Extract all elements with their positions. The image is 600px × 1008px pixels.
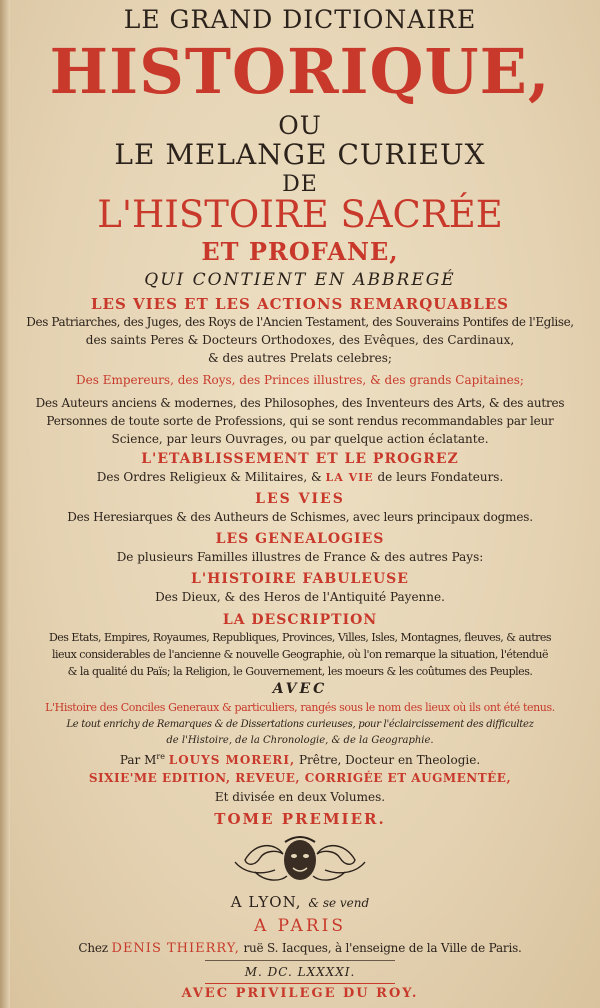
- text-conciles: L'Histoire des Conciles Generaux & particuliers, rangés sous le nom des lieux où ils ont été tenus.: [45, 701, 555, 714]
- author-par: Par M: [119, 753, 157, 767]
- heading-vies-actions: LES VIES ET LES ACTIONS REMARQUABLES: [90, 295, 510, 313]
- title-line-melange: LE MELANGE CURIEUX: [114, 138, 486, 171]
- text-lyon: [0, 893, 600, 911]
- text-lieux: lieux considerables de l'ancienne & nouvelle Geographie, où l'on remarque la situation, l'étenduë: [51, 648, 549, 661]
- text-edition: SIXIE'ME EDITION, REVEUE, CORRIGÉE ET AUGMENTÉE,: [88, 771, 512, 785]
- text-author: [0, 752, 600, 767]
- text-familles: De plusieurs Familles illustres de France & des autres Pays:: [116, 550, 484, 564]
- imprint-lyon: A LYON,: [230, 893, 302, 911]
- text-paris: A PARIS: [254, 916, 346, 936]
- divider-upper: [205, 960, 395, 961]
- text-date: M. DC. LXXXXI.: [244, 965, 356, 979]
- text-prelats: & des autres Prelats celebres;: [208, 351, 392, 365]
- text-volumes: Et divisée en deux Volumes.: [214, 790, 386, 804]
- text-qualite: & la qualité du Païs; la Religion, le Gouvernement, les moeurs & les coûtumes des Peuples.: [67, 665, 533, 678]
- publisher-address: ruë S. Iacques, à l'enseigne de la Ville de Paris.: [243, 941, 522, 955]
- text-ordres-start: Des Ordres Religieux & Militaires, &: [96, 470, 322, 484]
- subtitle-abbrege: QUI CONTIENT EN ABBREGÉ: [144, 270, 456, 290]
- text-saints-peres: des saints Peres & Docteurs Orthodoxes, des Evêques, des Cardinaux,: [85, 333, 515, 347]
- title-line-ou: OU: [278, 111, 322, 140]
- title-histoire-sacree: L'HISTOIRE SACRÉE: [97, 193, 503, 236]
- text-heresiarques: Des Heresiarques & des Autheurs de Schismes, avec leurs principaux dogmes.: [67, 510, 533, 524]
- author-title: Prêtre, Docteur en Theologie.: [298, 753, 481, 767]
- text-etats: Des Etats, Empires, Royaumes, Republiques, Provinces, Villes, Isles, Montagnes, fleuves, & autres: [48, 631, 552, 644]
- printer-ornament-icon: [225, 832, 375, 887]
- title-line-grand-dictionaire: LE GRAND DICTIONAIRE: [123, 5, 477, 34]
- text-remarques: Le tout enrichy de Remarques & de Dissertations curieuses, pour l'éclaircissement des difficultez: [66, 719, 534, 730]
- author-sup: re: [156, 752, 165, 761]
- divider-lower: [205, 983, 395, 984]
- text-publisher: [0, 941, 600, 956]
- text-auteurs: Des Auteurs anciens & modernes, des Philosophes, des Inventeurs des Arts, & des autres: [35, 396, 565, 410]
- text-tome-premier: TOME PREMIER.: [214, 810, 386, 828]
- heading-etablissement: L'ETABLISSEMENT ET LE PROGREZ: [141, 451, 459, 467]
- imprint-se-vend: & se vend: [308, 896, 370, 910]
- heading-les-vies: LES VIES: [255, 491, 345, 507]
- text-la-vie: LA VIE: [325, 471, 374, 484]
- text-chronologie: de l'Histoire, de la Chronologie, & de la Geographie.: [166, 735, 434, 746]
- text-empereurs: Des Empereurs, des Roys, des Princes illustres, & des grands Capitaines;: [76, 373, 524, 387]
- heading-description: LA DESCRIPTION: [222, 612, 378, 628]
- text-ordres: [0, 470, 600, 484]
- publisher-name: DENIS THIERRY,: [111, 941, 240, 956]
- text-personnes: Personnes de toute sorte de Professions, qui se sont rendus recommandables par leur: [46, 414, 554, 428]
- text-science: Science, par leurs Ouvrages, ou par quelque action éclatante.: [111, 432, 489, 446]
- text-fondateurs: de leurs Fondateurs.: [377, 470, 504, 484]
- heading-histoire-fabuleuse: L'HISTOIRE FABULEUSE: [191, 571, 409, 587]
- title-line-de: DE: [282, 172, 318, 197]
- title-historique: HISTORIQUE,: [49, 35, 551, 108]
- heading-avec: AVEC: [272, 681, 328, 697]
- title-et-profane: ET PROFANE,: [201, 237, 399, 266]
- text-privilege: AVEC PRIVILEGE DU ROY.: [181, 986, 419, 1001]
- publisher-chez: Chez: [78, 941, 108, 955]
- heading-genealogies: LES GENEALOGIES: [215, 531, 385, 547]
- author-name: LOUYS MORERI,: [168, 753, 296, 767]
- text-patriarches: Des Patriarches, des Juges, des Roys de l'Ancien Testament, des Souverains Pontifes de l'Eglise,: [26, 315, 574, 329]
- text-dieux: Des Dieux, & des Heros de l'Antiquité Payenne.: [155, 590, 445, 604]
